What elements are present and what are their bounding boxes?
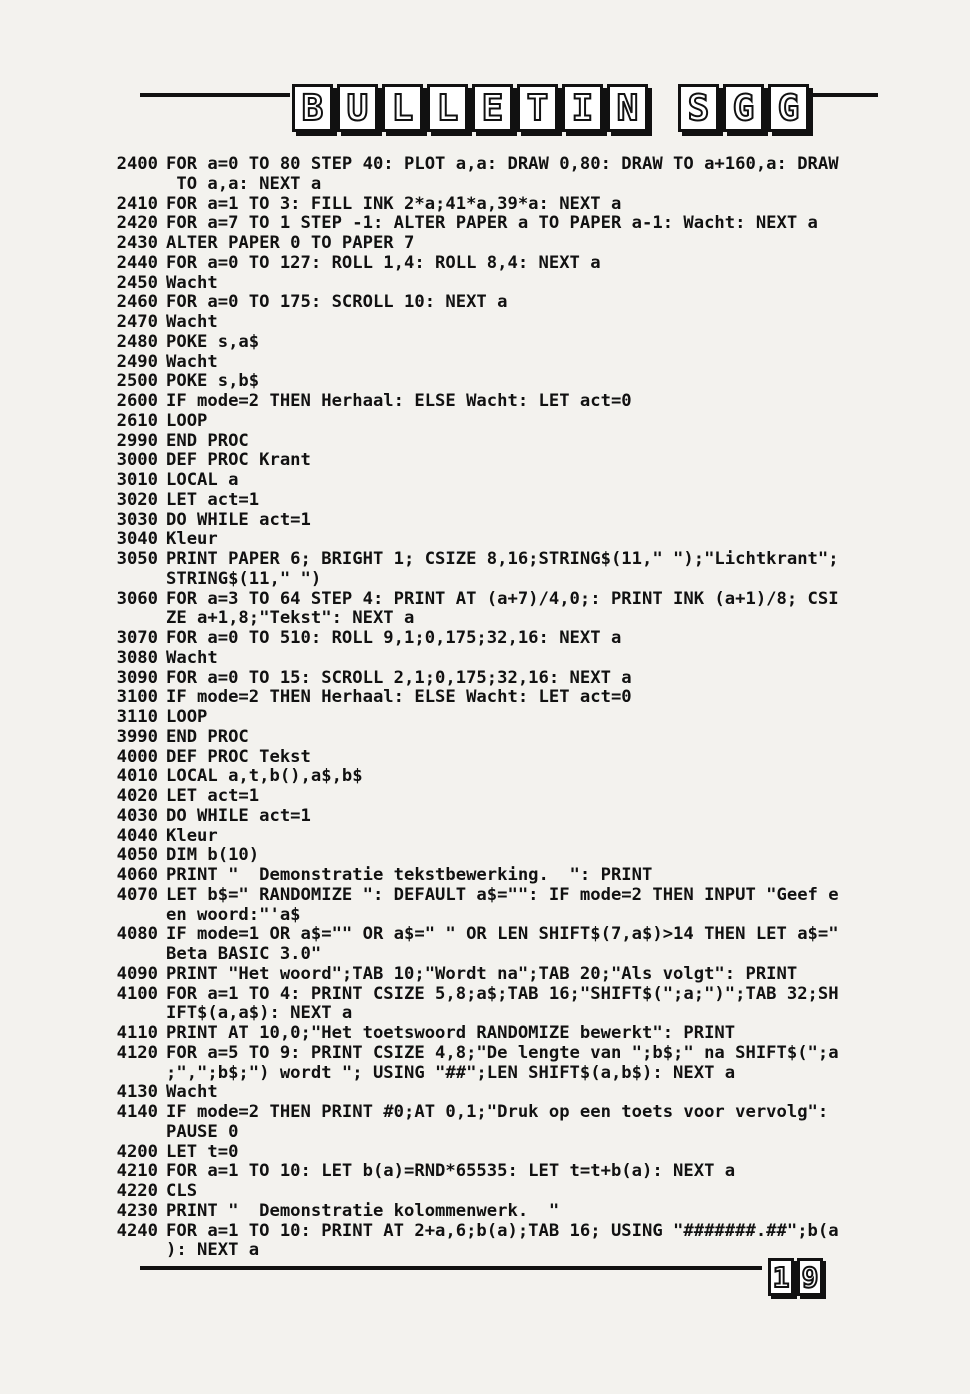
code-text: Wacht (166, 351, 218, 372)
code-line (96, 1202, 936, 1222)
code-line (96, 728, 936, 748)
code-text: PRINT "Het woord";TAB 10;"Wordt na";TAB 20;"Als volgt": PRINT (166, 963, 798, 984)
code-line (96, 214, 936, 234)
code-text: LOOP (166, 707, 208, 727)
line-number (96, 1004, 166, 1024)
page-number-digit: 9 (797, 1258, 823, 1296)
line-number: 3990 (116, 726, 158, 747)
code-text: Wacht (166, 312, 218, 332)
code-text: PAUSE 0 (166, 1121, 239, 1142)
line-number: 3000 (116, 450, 158, 471)
banner-letter: L (382, 84, 423, 132)
code-text: Wacht (166, 647, 218, 668)
code-text: FOR a=0 TO 510: ROLL 9,1;0,175;32,16: NEXT a (166, 628, 622, 648)
line-number: 2440 (116, 252, 158, 273)
bulletin-banner (292, 84, 809, 136)
banner-letter: E (472, 84, 513, 132)
code-text: CLS (166, 1181, 198, 1201)
line-number (96, 906, 166, 926)
code-line (96, 1064, 936, 1084)
code-line (96, 1024, 936, 1044)
line-number: 2480 (116, 331, 158, 352)
banner-letter: G (723, 84, 764, 132)
line-number: 4010 (116, 766, 158, 787)
line-number: 3050 (116, 549, 158, 569)
code-text: FOR a=1 TO 3: FILL INK 2*a;41*a,39*a: NEXT a (166, 193, 622, 214)
banner-letter: T (517, 84, 558, 132)
line-number: 2490 (116, 351, 158, 372)
code-line (96, 1143, 936, 1163)
line-number: 4000 (116, 746, 158, 767)
code-text: ZE a+1,8;"Tekst": NEXT a (166, 608, 415, 629)
line-number: 2990 (116, 430, 158, 451)
code-text: IF mode=2 THEN PRINT #0;AT 0,1;"Druk op een toets voor vervolg": (166, 1102, 829, 1122)
line-number: 4230 (116, 1200, 158, 1221)
banner-letter: L (427, 84, 468, 132)
line-number: 4220 (116, 1181, 158, 1201)
code-text: FOR a=0 TO 127: ROLL 1,4: ROLL 8,4: NEXT a (166, 252, 601, 273)
code-text: FOR a=1 TO 10: LET b(a)=RND*65535: LET t=t+b(a): NEXT a (166, 1161, 736, 1182)
code-line (96, 511, 936, 531)
code-line (96, 530, 936, 550)
code-line (96, 767, 936, 787)
code-text: Kleur (166, 825, 218, 846)
code-text: END PROC (166, 726, 249, 747)
code-text: Wacht (166, 272, 218, 293)
code-text: PRINT " Demonstratie tekstbewerking. ": PRINT (166, 865, 653, 885)
code-line (96, 254, 936, 274)
header-rule-left (140, 93, 290, 97)
line-number: 2400 (116, 154, 158, 174)
line-number: 3100 (116, 687, 158, 708)
code-text: LET act=1 (166, 489, 260, 510)
code-line (96, 649, 936, 669)
banner-letter: U (337, 84, 378, 132)
line-number: 2470 (116, 312, 158, 332)
code-line (96, 451, 936, 471)
code-line (96, 866, 936, 886)
line-number: 2610 (116, 410, 158, 431)
line-number: 4030 (116, 805, 158, 826)
code-line (96, 570, 936, 590)
code-line (96, 807, 936, 827)
code-line (96, 293, 936, 313)
line-number: 4200 (116, 1141, 158, 1162)
line-number: 3030 (116, 509, 158, 530)
code-text: ;",";b$;") wordt "; USING "##";LEN SHIFT$(a,b$): NEXT a (166, 1062, 736, 1083)
line-number: 4040 (116, 825, 158, 846)
code-line (96, 1083, 936, 1103)
code-line (96, 392, 936, 412)
line-number (96, 175, 166, 195)
code-line (96, 491, 936, 511)
code-line (96, 1044, 936, 1064)
code-text: LET t=0 (166, 1141, 239, 1162)
code-line (96, 195, 936, 215)
code-text: FOR a=1 TO 4: PRINT CSIZE 5,8;a$;TAB 16;"SHIFT$(";a;")";TAB 32;SH (166, 983, 839, 1004)
code-line (96, 234, 936, 254)
line-number (96, 1241, 166, 1261)
line-number: 3090 (116, 667, 158, 688)
code-line (96, 906, 936, 926)
code-line (96, 471, 936, 491)
line-number: 3020 (116, 489, 158, 510)
code-line (96, 372, 936, 392)
banner-letter: S (678, 84, 719, 132)
banner-gap (652, 84, 674, 136)
line-number: 4020 (116, 786, 158, 806)
code-line (96, 629, 936, 649)
banner-letter: G (768, 84, 809, 132)
line-number: 3040 (116, 529, 158, 550)
code-text: LET act=1 (166, 786, 260, 806)
code-line (96, 1004, 936, 1024)
line-number (96, 609, 166, 629)
code-line (96, 965, 936, 985)
code-line (96, 1162, 936, 1182)
banner-letter: I (562, 84, 603, 132)
code-text: DEF PROC Krant (166, 450, 311, 471)
code-line (96, 985, 936, 1005)
line-number: 4140 (116, 1102, 158, 1122)
line-number: 2420 (116, 213, 158, 234)
code-text: IFT$(a,a$): NEXT a (166, 1003, 353, 1024)
code-line (96, 886, 936, 906)
line-number: 4110 (116, 1023, 158, 1043)
line-number (96, 945, 166, 965)
line-number: 2500 (116, 371, 158, 392)
code-text: FOR a=0 TO 175: SCROLL 10: NEXT a (166, 292, 508, 313)
code-line (96, 945, 936, 965)
code-text: Beta BASIC 3.0" (166, 944, 322, 964)
code-text: DEF PROC Tekst (166, 746, 311, 767)
line-number: 4210 (116, 1161, 158, 1182)
code-text: PRINT PAPER 6; BRIGHT 1; CSIZE 8,16;STRING$(11," ");"Lichtkrant"; (166, 549, 839, 569)
line-number: 4100 (116, 983, 158, 1004)
banner-letter: B (292, 84, 333, 132)
code-text: STRING$(11," ") (166, 568, 322, 589)
line-number: 4090 (116, 963, 158, 984)
code-text: FOR a=7 TO 1 STEP -1: ALTER PAPER a TO PAPER a-1: Wacht: NEXT a (166, 213, 818, 234)
code-line (96, 175, 936, 195)
code-line (96, 353, 936, 373)
code-text: FOR a=1 TO 10: PRINT AT 2+a,6;b(a);TAB 16; USING "#######.##";b(a (166, 1220, 839, 1241)
code-line (96, 827, 936, 847)
line-number: 4130 (116, 1082, 158, 1103)
code-text: IF mode=2 THEN Herhaal: ELSE Wacht: LET act=0 (166, 391, 632, 411)
line-number: 4120 (116, 1042, 158, 1063)
code-text: LOCAL a (166, 470, 239, 490)
code-text: DIM b(10) (166, 845, 260, 866)
line-number: 3010 (116, 470, 158, 490)
code-text: DO WHILE act=1 (166, 805, 311, 826)
line-number: 4070 (116, 884, 158, 905)
code-text: Wacht (166, 1082, 218, 1103)
line-number: 3110 (116, 707, 158, 727)
line-number: 4060 (116, 865, 158, 885)
code-text: END PROC (166, 430, 249, 451)
code-line (96, 708, 936, 728)
code-line (96, 313, 936, 333)
code-line (96, 669, 936, 689)
code-line (96, 155, 936, 175)
line-number: 3060 (116, 588, 158, 609)
code-text: TO a,a: NEXT a (166, 173, 322, 194)
code-line (96, 274, 936, 294)
code-text: POKE s,a$ (166, 331, 260, 352)
line-number: 2460 (116, 292, 158, 313)
code-line (96, 609, 936, 629)
code-line (96, 1103, 936, 1123)
line-number: 2410 (116, 193, 158, 214)
code-text: POKE s,b$ (166, 371, 260, 392)
code-line (96, 846, 936, 866)
code-text: LET b$=" RANDOMIZE ": DEFAULT a$="": IF mode=2 THEN INPUT "Geef e (166, 884, 839, 905)
code-text: FOR a=5 TO 9: PRINT CSIZE 4,8;"De lengte van ";b$;" na SHIFT$(";a (166, 1042, 839, 1063)
line-number (96, 570, 166, 590)
code-line (96, 333, 936, 353)
code-text: FOR a=0 TO 15: SCROLL 2,1;0,175;32,16: NEXT a (166, 667, 632, 688)
line-number: 4240 (116, 1220, 158, 1241)
code-text: DO WHILE act=1 (166, 509, 311, 530)
code-line (96, 925, 936, 945)
footer-rule (140, 1266, 762, 1270)
code-line (96, 748, 936, 768)
code-text: LOOP (166, 410, 208, 431)
line-number: 2450 (116, 272, 158, 293)
line-number: 2430 (116, 233, 158, 253)
code-line (96, 1222, 936, 1242)
code-line (96, 1123, 936, 1143)
code-text: IF mode=2 THEN Herhaal: ELSE Wacht: LET act=0 (166, 687, 632, 708)
code-line (96, 550, 936, 570)
line-number: 4050 (116, 845, 158, 866)
banner-letter: N (607, 84, 648, 132)
code-line (96, 590, 936, 610)
code-text: IF mode=1 OR a$="" OR a$=" " OR LEN SHIFT$(7,a$)>14 THEN LET a$=" (166, 924, 839, 945)
line-number: 3080 (116, 647, 158, 668)
page-number-digit: 1 (768, 1258, 794, 1296)
code-line (96, 412, 936, 432)
code-text: LOCAL a,t,b(),a$,b$ (166, 766, 363, 787)
code-text: PRINT AT 10,0;"Het toetswoord RANDOMIZE bewerkt": PRINT (166, 1023, 736, 1043)
line-number: 3070 (116, 628, 158, 648)
code-line (96, 432, 936, 452)
code-text: ALTER PAPER 0 TO PAPER 7 (166, 233, 415, 253)
line-number (96, 1123, 166, 1143)
code-text: PRINT " Demonstratie kolommenwerk. " (166, 1200, 560, 1221)
code-text: Kleur (166, 529, 218, 550)
code-line (96, 1182, 936, 1202)
code-text: FOR a=3 TO 64 STEP 4: PRINT AT (a+7)/4,0;: PRINT INK (a+1)/8; CSI (166, 588, 839, 609)
code-line (96, 688, 936, 708)
line-number: 4080 (116, 924, 158, 945)
line-number (96, 1064, 166, 1084)
code-text: ): NEXT a (166, 1240, 260, 1261)
code-text: FOR a=0 TO 80 STEP 40: PLOT a,a: DRAW 0,80: DRAW TO a+160,a: DRAW (166, 154, 839, 174)
code-line (96, 787, 936, 807)
basic-listing (96, 155, 936, 1261)
code-text: en woord:"'a$ (166, 904, 301, 925)
line-number: 2600 (116, 391, 158, 411)
page-number (768, 1258, 823, 1296)
